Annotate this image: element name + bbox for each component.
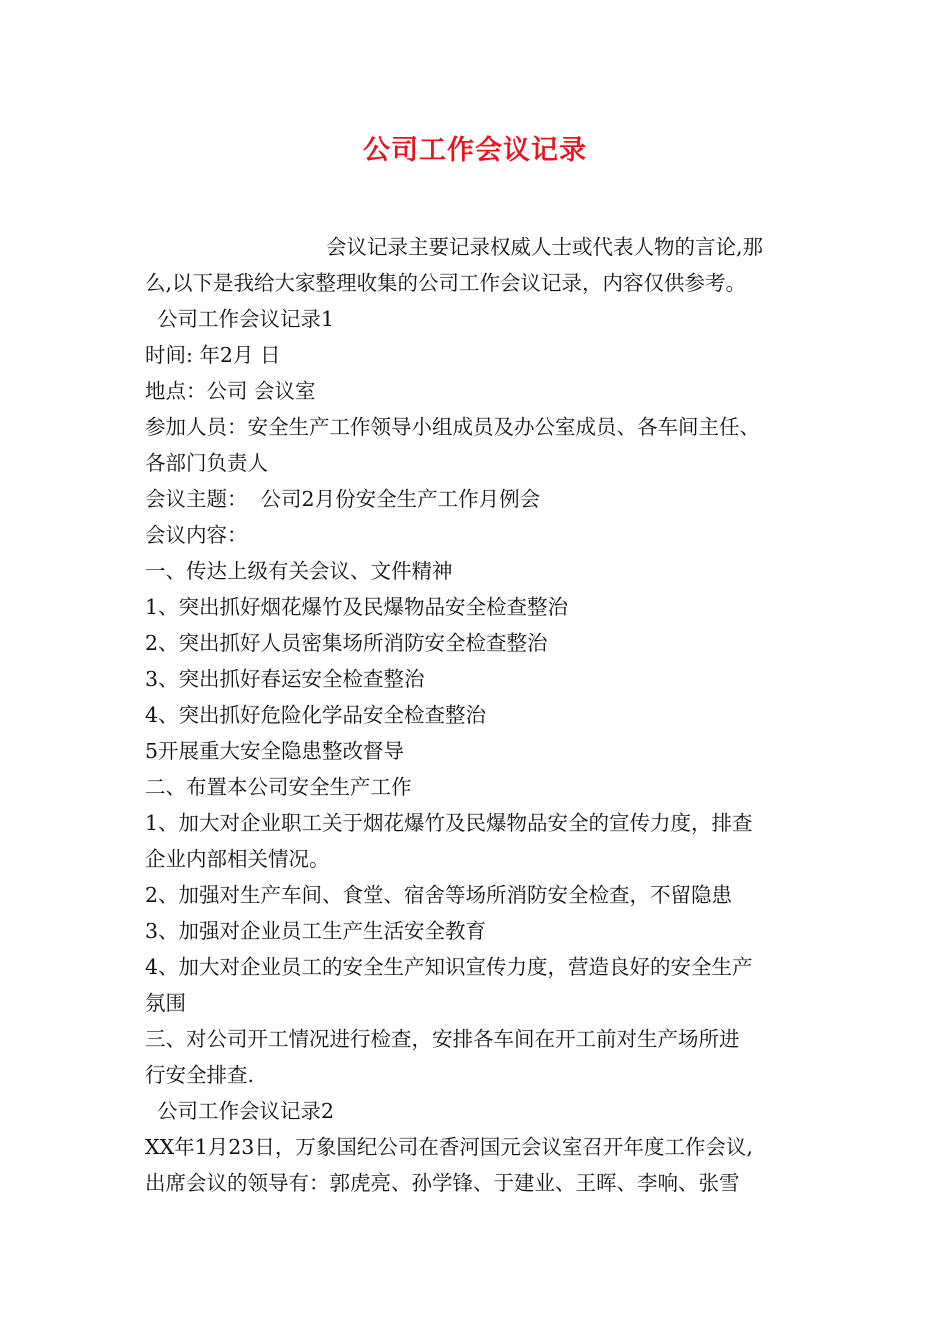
item-two-point-2: 2、加强对生产车间、食堂、宿舍等场所消防安全检查，不留隐患 <box>145 883 733 907</box>
intro-line-2: 么,以下是我给大家整理收集的公司工作会议记录，内容仅供参考。 <box>145 271 747 295</box>
attendees-line-2: 各部门负责人 <box>145 451 268 475</box>
item-two-point-4-line-1: 4、加大对企业员工的安全生产知识宣传力度，营造良好的安全生产 <box>145 955 753 979</box>
record-2-line-1: XX年1月23日，万象国纪公司在香河国元会议室召开年度工作会议, <box>145 1135 753 1159</box>
section-heading-record-1: 公司工作会议记录1 <box>157 307 335 331</box>
item-two-point-1-line-2: 企业内部相关情况。 <box>145 847 330 871</box>
item-one-point-4: 4、突出抓好危险化学品安全检查整治 <box>145 703 487 727</box>
item-one-heading: 一、传达上级有关会议、文件精神 <box>145 559 453 583</box>
record-2-line-2: 出席会议的领导有：郭虎亮、孙学锋、于建业、王晖、李响、张雪 <box>145 1171 740 1195</box>
item-one-point-5: 5开展重大安全隐患整改督导 <box>145 739 405 763</box>
attendees-line-1: 参加人员：安全生产工作领导小组成员及办公室成员、各车间主任、 <box>145 415 760 439</box>
document-body <box>145 229 815 1201</box>
meeting-location: 地点：公司 会议室 <box>145 379 316 403</box>
section-heading-record-2: 公司工作会议记录2 <box>157 1099 335 1123</box>
item-one-point-3: 3、突出抓好春运安全检查整治 <box>145 667 425 691</box>
item-three-line-2: 行安全排查. <box>145 1063 255 1087</box>
item-one-point-2: 2、突出抓好人员密集场所消防安全检查整治 <box>145 631 548 655</box>
item-two-point-4-line-2: 氛围 <box>145 991 186 1015</box>
meeting-content-label: 会议内容： <box>145 523 248 547</box>
meeting-time: 时间: 年2月 日 <box>145 343 281 367</box>
item-two-point-3: 3、加强对企业员工生产生活安全教育 <box>145 919 487 943</box>
meeting-topic: 会议主题： 公司2月份安全生产工作月例会 <box>145 487 541 511</box>
item-two-point-1-line-1: 1、加大对企业职工关于烟花爆竹及民爆物品安全的宣传力度，排查 <box>145 811 753 835</box>
document-title: 公司工作会议记录 <box>363 135 587 166</box>
item-two-heading: 二、布置本公司安全生产工作 <box>145 775 412 799</box>
item-one-point-1: 1、突出抓好烟花爆竹及民爆物品安全检查整治 <box>145 595 569 619</box>
item-three-line-1: 三、对公司开工情况进行检查，安排各车间在开工前对生产场所进 <box>145 1027 740 1051</box>
intro-line-1: 会议记录主要记录权威人士或代表人物的言论,那 <box>326 235 764 259</box>
